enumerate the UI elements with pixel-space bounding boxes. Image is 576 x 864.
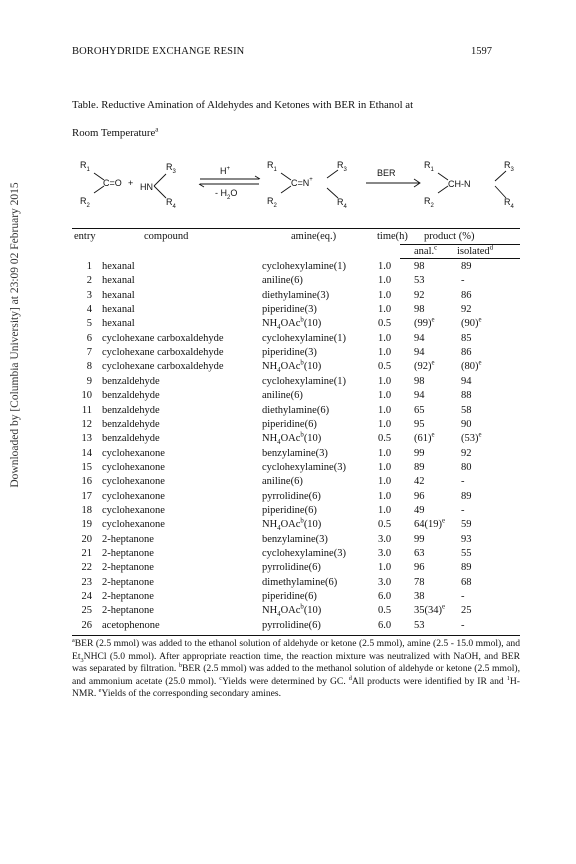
- cell-amine: pyrrolidine(6): [262, 619, 321, 631]
- cell-amine: aniline(6): [262, 476, 303, 488]
- reaction-scheme-drawing: [72, 148, 520, 210]
- svg-text:R3: $R_3$: [337, 160, 347, 173]
- cell-anal: 99: [414, 447, 425, 459]
- scheme-carbonyl: C=O: [103, 178, 122, 188]
- scheme-iminium: C=N: [291, 178, 310, 188]
- cell-amine: benzylamine(3): [262, 533, 328, 545]
- cell-time: 1.0: [378, 375, 392, 387]
- table-footnotes: [72, 638, 520, 701]
- svg-text:H+: H+: [220, 166, 231, 176]
- cell-anal: 96: [414, 490, 425, 502]
- cell-entry: 18: [81, 504, 92, 516]
- scheme-backward: - H: [215, 188, 227, 198]
- table-row: [72, 505, 520, 517]
- cell-isolated: -: [461, 275, 465, 287]
- cell-time: 1.0: [378, 461, 392, 473]
- scheme-forward: H: [220, 166, 227, 176]
- col-header-product: product (%): [424, 231, 475, 242]
- reaction-scheme: [72, 148, 520, 210]
- scheme-r2: R: [80, 196, 87, 206]
- cell-compound: cyclohexane carboxaldehyde: [102, 361, 224, 373]
- cell-isolated: 68: [461, 576, 472, 588]
- cell-time: 1.0: [378, 289, 392, 301]
- cell-isolated: 86: [461, 289, 472, 301]
- product-subheader-rule: [400, 244, 520, 245]
- cell-compound: hexanal: [102, 261, 135, 272]
- cell-entry: 21: [81, 548, 92, 559]
- cell-isolated: 86: [461, 347, 472, 359]
- cell-entry: 12: [81, 418, 92, 430]
- cell-isolated: -: [461, 619, 465, 631]
- cell-compound: hexanal: [102, 318, 135, 330]
- table-row: [72, 376, 520, 388]
- page-number: 1597: [471, 46, 492, 57]
- col-header-compound: compound: [144, 231, 189, 242]
- cell-anal: 98: [414, 304, 425, 316]
- cell-compound: cyclohexanone: [102, 476, 165, 488]
- scheme-r2: R: [267, 196, 274, 206]
- cell-time: 1.0: [378, 275, 392, 287]
- cell-amine: $NH_4OAc^b(10)$: [262, 603, 322, 619]
- cell-isolated: -: [461, 591, 465, 603]
- cell-entry: 17: [81, 490, 92, 502]
- cell-time: 0.5: [378, 318, 392, 330]
- cell-entry: 22: [81, 562, 92, 574]
- cell-time: 1.0: [378, 447, 392, 459]
- col-header-amine: amine(eq.): [291, 231, 337, 242]
- cell-compound: 2-heptanone: [102, 548, 154, 559]
- scheme-r3: R: [166, 162, 173, 172]
- cell-compound: acetophenone: [102, 619, 160, 631]
- cell-amine: $NH_4OAc^b(10)$: [262, 359, 322, 375]
- cell-time: 0.5: [378, 605, 392, 617]
- svg-text:R4: $R_4$: [337, 197, 347, 210]
- cell-entry: 4: [86, 304, 92, 316]
- cell-isolated: 85: [461, 332, 472, 344]
- table-row: [72, 333, 520, 345]
- cell-anal: 89: [414, 461, 425, 473]
- cell-anal: 94: [414, 347, 425, 359]
- cell-entry: 7: [86, 347, 92, 359]
- table-caption: [72, 91, 517, 147]
- table-row: [72, 519, 520, 531]
- cell-isolated: 88: [461, 390, 472, 402]
- cell-entry: 10: [81, 390, 92, 402]
- table-top-rule: [72, 228, 520, 229]
- cell-anal: 98: [414, 375, 425, 387]
- cell-time: 0.5: [378, 433, 392, 445]
- svg-text:- H2O: - $H_2O$: [215, 188, 238, 201]
- cell-amine: diethylamine(3): [262, 289, 330, 301]
- running-title: BOROHYDRIDE EXCHANGE RESIN: [72, 46, 245, 57]
- cell-anal: $(61)^e$: [414, 431, 435, 445]
- svg-text:C=N+: C=N+: [291, 177, 313, 188]
- cell-entry: 23: [81, 576, 92, 588]
- cell-entry: 6: [86, 332, 92, 344]
- svg-text:R1: $R_1$: [267, 160, 277, 173]
- cell-amine: $NH_4OAc^b(10)$: [262, 431, 322, 447]
- cell-compound: 2-heptanone: [102, 533, 154, 545]
- cell-anal: $(92)^e$: [414, 359, 435, 373]
- scheme-r3: R: [337, 160, 344, 170]
- table-row: [72, 534, 520, 546]
- table-row: [72, 347, 520, 359]
- cell-anal: 94: [414, 332, 425, 344]
- cell-compound: benzaldehyde: [102, 390, 160, 402]
- cell-amine: piperidine(6): [262, 504, 317, 516]
- cell-isolated: -: [461, 476, 465, 488]
- cell-entry: 24: [81, 591, 92, 603]
- table-row: [72, 318, 520, 330]
- scheme-r1: R: [80, 160, 87, 170]
- cell-anal: $(99)^e$: [414, 316, 435, 330]
- cell-isolated: $(80)^e$: [461, 359, 482, 373]
- cell-entry: 20: [81, 533, 92, 545]
- cell-compound: cyclohexane carboxaldehyde: [102, 347, 224, 359]
- cell-time: 1.0: [378, 476, 392, 488]
- table-row: [72, 419, 520, 431]
- scheme-r4: R: [166, 197, 173, 207]
- cell-time: 1.0: [378, 490, 392, 502]
- cell-isolated: 90: [461, 418, 472, 430]
- cell-amine: pyrrolidine(6): [262, 490, 321, 502]
- table-row: [72, 390, 520, 402]
- col-header-anal: anal.$^c$: [414, 244, 438, 257]
- cell-amine: cyclohexylamine(1): [262, 375, 346, 387]
- col-header-isolated: isolated$^d$: [457, 244, 494, 257]
- cell-anal: 65: [414, 404, 425, 416]
- svg-text:R3: $R_3$: [504, 160, 514, 173]
- cell-compound: 2-heptanone: [102, 562, 154, 574]
- cell-time: 6.0: [378, 619, 392, 631]
- cell-anal: 53: [414, 275, 425, 287]
- subheader-bottom-rule: [400, 258, 520, 259]
- svg-text:R4: $R_4$: [166, 197, 176, 210]
- cell-compound: benzaldehyde: [102, 404, 160, 416]
- cell-compound: benzaldehyde: [102, 433, 160, 445]
- table-row: [72, 562, 520, 574]
- cell-entry: 5: [86, 318, 92, 330]
- cell-entry: 13: [81, 433, 92, 445]
- scheme-reagent: BER: [377, 168, 396, 178]
- scheme-r2: R: [424, 196, 431, 206]
- svg-text:R3: $R_3$: [166, 162, 176, 175]
- cell-entry: 2: [86, 275, 92, 287]
- cell-amine: benzylamine(3): [262, 447, 328, 459]
- cell-amine: cyclohexylamine(3): [262, 461, 346, 473]
- cell-entry: 15: [81, 461, 92, 473]
- cell-amine: $NH_4OAc^b(10)$: [262, 316, 322, 332]
- cell-isolated: 89: [461, 562, 472, 574]
- cell-compound: hexanal: [102, 275, 135, 287]
- table-row: [72, 361, 520, 373]
- cell-anal: 49: [414, 504, 425, 516]
- svg-text:R1: $R_1$: [80, 160, 90, 173]
- cell-isolated: 89: [461, 490, 472, 502]
- cell-amine: cyclohexylamine(3): [262, 548, 346, 559]
- cell-isolated: 92: [461, 447, 472, 459]
- cell-entry: 26: [81, 619, 92, 631]
- cell-amine: piperidine(6): [262, 418, 317, 430]
- cell-compound: benzaldehyde: [102, 418, 160, 430]
- cell-isolated: $(90)^e$: [461, 316, 482, 330]
- scheme-r1: R: [424, 160, 431, 170]
- table-row: [72, 591, 520, 603]
- cell-amine: pyrrolidine(6): [262, 562, 321, 574]
- cell-anal: 96: [414, 562, 425, 574]
- table-row: [72, 462, 520, 474]
- scheme-r3: R: [504, 160, 511, 170]
- cell-entry: 1: [86, 261, 92, 272]
- cell-compound: 2-heptanone: [102, 591, 154, 603]
- svg-text:R2: $R_2$: [80, 196, 90, 209]
- cell-amine: diethylamine(6): [262, 404, 330, 416]
- cell-compound: hexanal: [102, 289, 135, 301]
- cell-anal: 92: [414, 289, 425, 301]
- cell-anal: 94: [414, 390, 425, 402]
- cell-anal: 42: [414, 476, 425, 488]
- cell-anal: 63: [414, 548, 425, 559]
- cell-isolated: 59: [461, 519, 472, 531]
- col-header-time: time(h): [377, 231, 408, 242]
- cell-time: 1.0: [378, 404, 392, 416]
- cell-isolated: 92: [461, 304, 472, 316]
- svg-text:R2: $R_2$: [267, 196, 277, 209]
- cell-amine: piperidine(3): [262, 347, 317, 359]
- caption-line-2: Room Temperature$^a$: [72, 125, 159, 139]
- cell-amine: aniline(6): [262, 275, 303, 287]
- cell-compound: cyclohexanone: [102, 490, 165, 502]
- download-note: Downloaded by [Columbia University] at 23:09 02 February 2015: [9, 182, 21, 488]
- cell-compound: cyclohexane carboxaldehyde: [102, 332, 224, 344]
- cell-amine: dimethylamine(6): [262, 576, 338, 588]
- cell-time: 1.0: [378, 304, 392, 316]
- cell-time: 1.0: [378, 418, 392, 430]
- footnotes-text: $^a$BER (2.5 mmol) was added to the ethanol solution of aldehyde or ketone (2.5 mmol), amine (2.5 - 15.0 mmol), and $Et_3NHCl$ (5.0 mmol). After appropriate reaction time, the reaction mixture was neutralized with NaOH, and BER was separated by filtration. $^b$BER (2.5 mmol) was added to the methanol solution of aldehyde or ketone (2.5 mmol), and ammonium acetate (25.0 mmol). $^c$Yields were determined by GC. $^d$All products were identified by IR and $^1$H-NMR. $^e$Yields of the corresponding secondary amines.: [72, 636, 521, 699]
- table-row: [72, 290, 520, 302]
- cell-amine: cyclohexylamine(1): [262, 261, 346, 272]
- cell-amine: piperidine(3): [262, 304, 317, 316]
- scheme-r1: R: [267, 160, 274, 170]
- cell-isolated: 25: [461, 605, 472, 617]
- cell-compound: cyclohexanone: [102, 461, 165, 473]
- table-row: [72, 577, 520, 589]
- cell-isolated: 94: [461, 375, 472, 387]
- cell-time: 0.5: [378, 519, 392, 531]
- cell-time: 3.0: [378, 548, 392, 559]
- cell-isolated: 80: [461, 461, 472, 473]
- scheme-plus: +: [128, 178, 134, 188]
- cell-time: 1.0: [378, 562, 392, 574]
- cell-compound: cyclohexanone: [102, 519, 165, 531]
- scheme-amine: HN: [140, 182, 153, 192]
- cell-time: 1.0: [378, 261, 392, 272]
- cell-amine: piperidine(6): [262, 591, 317, 603]
- cell-entry: 3: [86, 289, 92, 301]
- svg-text:R1: $R_1$: [424, 160, 434, 173]
- table-row: [72, 433, 520, 445]
- caption-line-1: Table. Reductive Amination of Aldehydes and Ketones with BER in Ethanol at: [72, 99, 414, 111]
- table-row: [72, 620, 520, 632]
- table-row: [72, 405, 520, 417]
- cell-amine: cyclohexylamine(1): [262, 332, 346, 344]
- cell-anal: 78: [414, 576, 425, 588]
- cell-amine: $NH_4OAc^b(10)$: [262, 517, 322, 533]
- cell-time: 0.5: [378, 361, 392, 373]
- cell-entry: 19: [81, 519, 92, 531]
- cell-isolated: $(53)^e$: [461, 431, 482, 445]
- cell-entry: 14: [81, 447, 92, 459]
- table-row: [72, 491, 520, 503]
- cell-compound: cyclohexanone: [102, 447, 165, 459]
- cell-isolated: 93: [461, 533, 472, 545]
- cell-entry: 11: [81, 404, 92, 416]
- download-watermark: [0, 0, 30, 864]
- cell-time: 3.0: [378, 533, 392, 545]
- scheme-r4: R: [337, 197, 344, 207]
- scheme-r4: R: [504, 197, 511, 207]
- cell-compound: 2-heptanone: [102, 605, 154, 617]
- cell-anal: $35(34)^e$: [414, 603, 446, 617]
- table-row: [72, 261, 520, 273]
- cell-amine: aniline(6): [262, 390, 303, 402]
- table-row: [72, 605, 520, 617]
- col-header-entry: entry: [74, 231, 96, 242]
- cell-compound: 2-heptanone: [102, 576, 154, 588]
- cell-time: 1.0: [378, 347, 392, 359]
- cell-time: 1.0: [378, 390, 392, 402]
- cell-anal: 38: [414, 591, 425, 603]
- table-row: [72, 448, 520, 460]
- cell-compound: cyclohexanone: [102, 504, 165, 516]
- table-row: [72, 548, 520, 560]
- cell-isolated: -: [461, 504, 465, 516]
- cell-compound: hexanal: [102, 304, 135, 316]
- cell-time: 3.0: [378, 576, 392, 588]
- table-bottom-rule: [72, 635, 520, 636]
- cell-entry: 9: [86, 375, 92, 387]
- cell-time: 1.0: [378, 332, 392, 344]
- cell-isolated: 55: [461, 548, 472, 559]
- cell-isolated: 89: [461, 261, 472, 272]
- cell-entry: 16: [81, 476, 92, 488]
- cell-isolated: 58: [461, 404, 472, 416]
- cell-anal: 99: [414, 533, 425, 545]
- cell-compound: benzaldehyde: [102, 375, 160, 387]
- cell-anal: 53: [414, 619, 425, 631]
- cell-time: 6.0: [378, 591, 392, 603]
- scheme-product: CH-N: [448, 179, 471, 189]
- table-row: [72, 304, 520, 316]
- cell-anal: 98: [414, 261, 425, 272]
- cell-time: 1.0: [378, 504, 392, 516]
- cell-entry: 8: [86, 361, 92, 373]
- svg-text:R4: $R_4$: [504, 197, 514, 210]
- svg-text:R2: $R_2$: [424, 196, 434, 209]
- cell-anal: $64(19)^e$: [414, 517, 446, 531]
- cell-anal: 95: [414, 418, 425, 430]
- table-row: [72, 476, 520, 488]
- cell-entry: 25: [81, 605, 92, 617]
- table-row: [72, 275, 520, 287]
